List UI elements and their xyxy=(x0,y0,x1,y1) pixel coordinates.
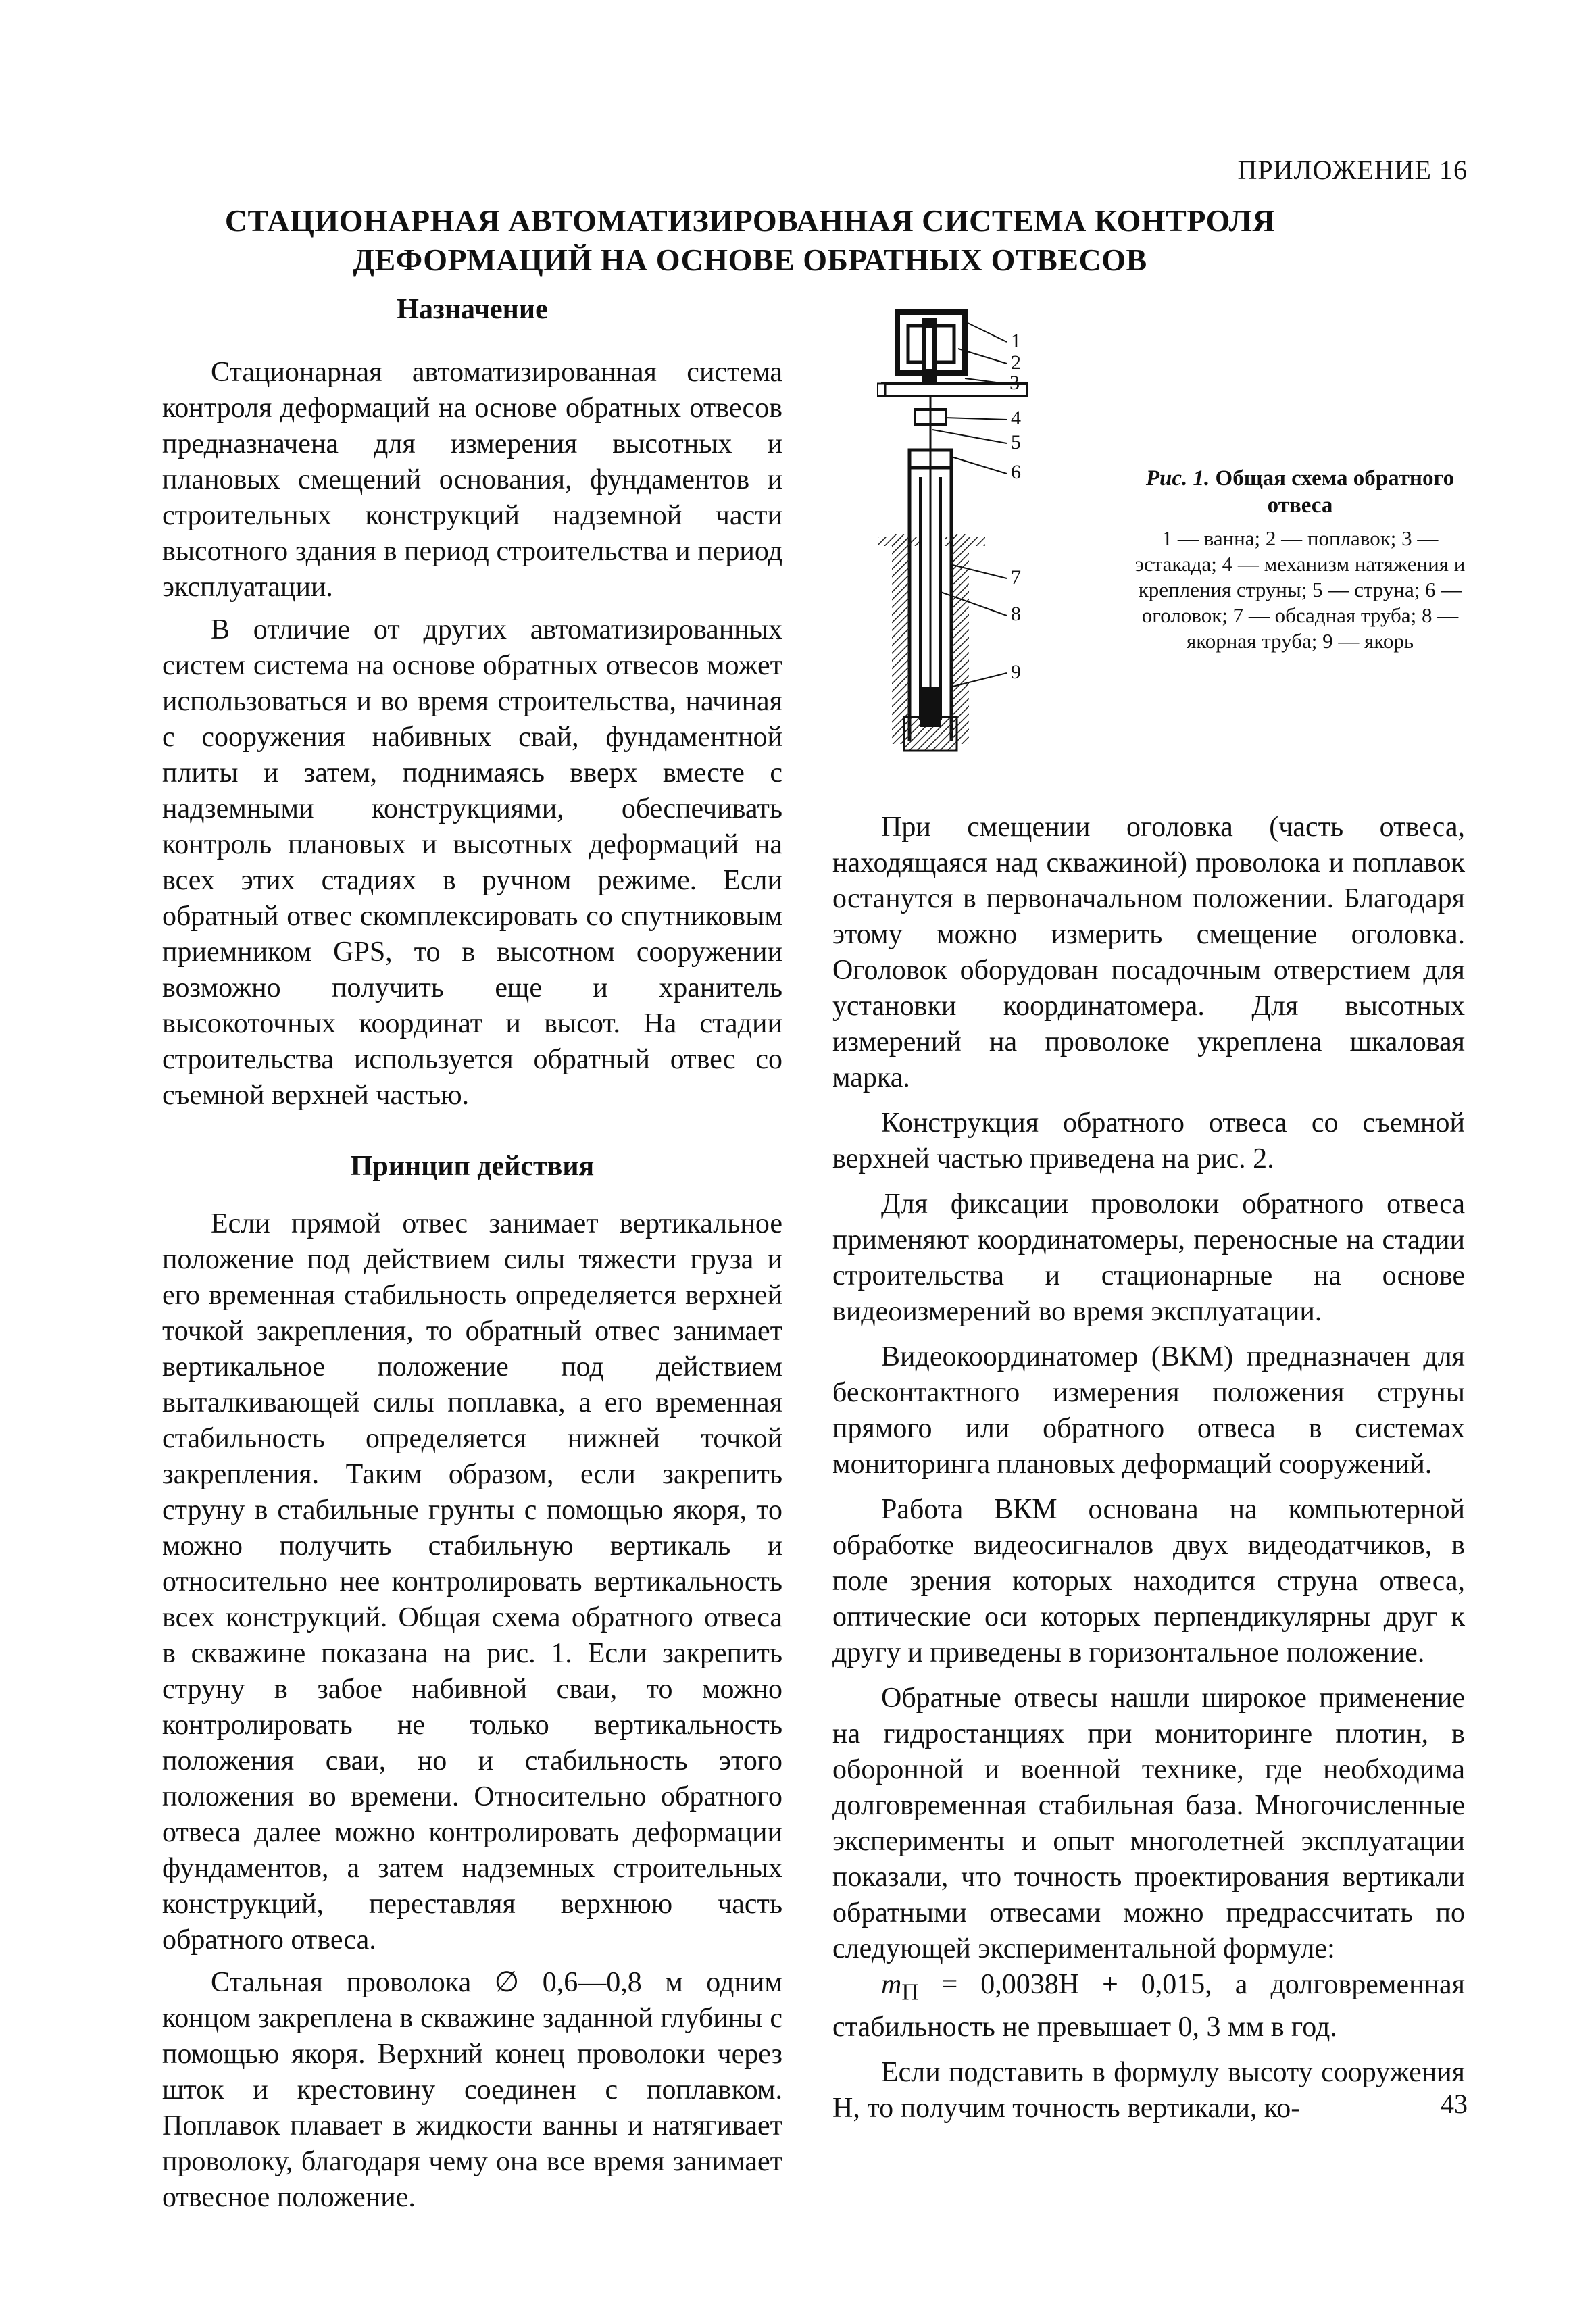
paragraph: В отличие от других автоматизированных систем система на основе обратных отвесов может использоваться и во время строительства, начиная с сооружения набивных свай, фундаментной плиты и затем, поднимаясь вверх вместе с надземными конструкциями, обеспечивать контроль плановых и высотных деформаций на всех этих стадиях в ручном режиме. Если обратный отвес скомплексировать со спутниковым приемником GPS, то в высотном сооружении возможно получить еще и хранитель высокоточных координат и высот. На стадии строительства используется обратный отвес со съемной верхней частью. xyxy=(162,614,782,1111)
figure-legend: 1 — ванна; 2 — поплавок; 3 — эстакада; 4 — механизм натяжения и крепления струны; 5 — струна; 6 — оголовок; 7 — обсадная труба; 8 — якорная труба; 9 — якорь xyxy=(1134,526,1466,653)
paragraph: Для фиксации проволоки обратного отвеса применяют координатомеры, переносные на стадии строительства и стационарные на основе видеоизмерений во время эксплуатации. xyxy=(832,1189,1465,1327)
paragraph: Если подставить в формулу высоту сооружения H, то получим точность вертикали, ко- xyxy=(832,2057,1465,2124)
title-line-2: ДЕФОРМАЦИЙ НА ОСНОВЕ ОБРАТНЫХ ОТВЕСОВ xyxy=(353,243,1147,277)
title-line-1: СТАЦИОНАРНАЯ АВТОМАТИЗИРОВАННАЯ СИСТЕМА КОНТРОЛЯ xyxy=(224,203,1276,238)
paragraph: Видеокоординатомер (ВКМ) предназначен для бесконтактного измерения положения струны прямого или обратного отвеса в системах мониторинга плановых деформаций сооружений. xyxy=(832,1341,1465,1480)
formula-text: = 0,0038H + 0,015, а долговременная стабильность не превышает 0, 3 мм в год. xyxy=(832,1969,1465,2043)
section-heading-purpose: Назначение xyxy=(397,294,548,325)
appendix-label: ПРИЛОЖЕНИЕ 16 xyxy=(1237,155,1468,185)
paragraph: Стационарная автоматизированная система контроля деформаций на основе обратных отвесов предназначена для измерения высотных и плановых смещений основания, фундаментов и строительных конструкций надземной части высотного здания в период строительства и период эксплуатации. xyxy=(162,357,782,603)
paragraph: Если прямой отвес занимает вертикальное положение под действием силы тяжести груза и его временная стабильность определяется верхней точкой закрепления, то обратный отвес занимает вертикальное положение под действием выталкивающей силы поплавка, а его временная стабильность определяется нижней точкой закрепления. Таким образом, если закрепить струну в стабильные грунты с помощью якоря, то можно получить стабильную вертикаль и относительно нее контролировать вертикальность всех конструкций. Общая схема обратного отвеса в скважине показана на рис. 1. Если закрепить струну в забое набивной сваи, то можно контролировать не только вертикальность положения сваи, но и стабильность этого положения во времени. Относительно обратного отвеса далее можно контролировать деформации фундаментов, а затем надземных строительных конструкций, переставляя верхнюю часть обратного отвеса. xyxy=(162,1208,782,1956)
paragraph: Обратные отвесы нашли широкое применение на гидростанциях при мониторинге плотин, в оборонной и военной технике, где необходима долговременная стабильная база. Многочисленные эксперименты и опыт многолетней эксплуатации показали, что точность проектирования вертикали обратными отвесами можно предрассчитать по следующей экспериментальной формуле: xyxy=(832,1683,1465,1964)
left-column xyxy=(162,292,782,2216)
formula-paragraph xyxy=(832,1967,1465,2045)
label-3: 3 xyxy=(1009,372,1020,394)
paragraph: Работа ВКМ основана на компьютерной обработке видеосигналов двух видеодатчиков, в поле зрения которых находится струна отвеса, оптические оси которых перпендикулярны друг к другу и приведены в горизонтальное положение. xyxy=(832,1494,1465,1668)
label-9: 9 xyxy=(1011,661,1021,683)
figure-caption xyxy=(1127,465,1473,654)
formula-symbol: m xyxy=(881,1969,902,2000)
label-7: 7 xyxy=(1011,566,1021,589)
figure-title-text: Общая схема обратного отвеса xyxy=(1215,466,1455,518)
label-6: 6 xyxy=(1011,461,1021,483)
figure-title xyxy=(1127,465,1473,519)
figure-number: Рис. 1. xyxy=(1145,466,1210,491)
section-heading-principle: Принцип действия xyxy=(350,1151,595,1182)
plumb-line-diagram xyxy=(877,308,1047,781)
paragraph: При смещении оголовка (часть отвеса, находящаяся над скважиной) проволока и поплавок останутся в первоначальном положении. Благодаря этому можно измерить смещение оголовка. Оголовок оборудован посадочным отверстием для установки координатомера. Для высотных измерений на проволоке укреплена шкаловая марка. xyxy=(832,812,1465,1093)
page-title xyxy=(203,201,1297,280)
label-5: 5 xyxy=(1011,431,1021,453)
label-2: 2 xyxy=(1011,351,1021,374)
plumb-line-schematic xyxy=(877,308,1047,781)
paragraph: Стальная проволока ∅ 0,6—0,8 м одним концом закреплена в скважине заданной глубины с помощью якоря. Верхний конец проволоки через шток и крестовину соединен с поплавком. Поплавок плавает в жидкости ванны и натягивает проволоку, благодаря чему она все время занимает отвесное положение. xyxy=(162,1967,782,2213)
right-column xyxy=(832,810,1465,2126)
page-number: 43 xyxy=(1441,2089,1468,2119)
label-4: 4 xyxy=(1011,407,1021,429)
label-1: 1 xyxy=(1011,330,1021,352)
label-8: 8 xyxy=(1011,603,1021,625)
formula-subscript: П xyxy=(901,1978,919,2006)
paragraph: Конструкция обратного отвеса со съемной верхней частью приведена на рис. 2. xyxy=(832,1107,1465,1174)
